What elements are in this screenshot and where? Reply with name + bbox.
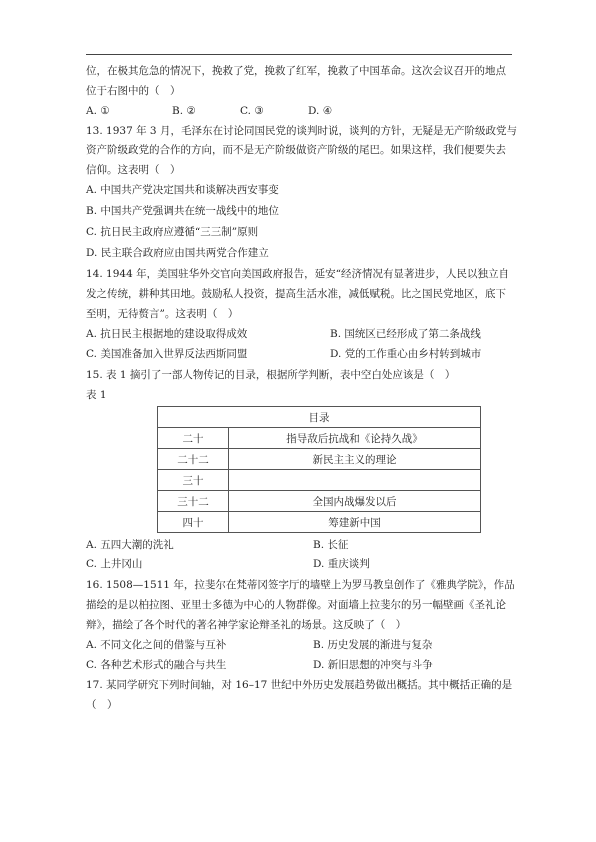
toc-chapter: 三十 bbox=[158, 470, 229, 491]
table-label: 表 1 bbox=[86, 389, 107, 401]
q13-stem-line-2: 资产阶级政党的合作的方向，而不是无产阶级做资产阶级的尾巴。如果这样，我们便要失去 bbox=[86, 144, 506, 156]
q15-option-b: B. 长征 bbox=[313, 539, 349, 551]
table-row bbox=[158, 491, 481, 512]
q15-option-c: C. 上井冈山 bbox=[86, 558, 143, 570]
q16-option-d: D. 新旧思想的冲突与斗争 bbox=[313, 659, 433, 671]
q16-stem-line-2: 描绘的是以柏拉图、亚里士多德为中心的人物群像。对面墙上拉斐尔的另一幅壁画《圣礼论 bbox=[86, 599, 506, 611]
q14-stem-line-1: 14. 1944 年，美国驻华外交官向美国政府报告，延安“经济情况有显著进步，人民以独立自 bbox=[86, 268, 509, 280]
table-row bbox=[158, 428, 481, 449]
q17-stem-line-2: （ ） bbox=[86, 699, 118, 711]
q12-stem-line-1: 位，在极其危急的情况下，挽救了党，挽救了红军，挽救了中国革命。这次会议召开的地点 bbox=[86, 65, 506, 77]
toc-title: 全国内战爆发以后 bbox=[229, 491, 481, 512]
toc-title-blank bbox=[229, 470, 481, 491]
toc-chapter: 四十 bbox=[158, 512, 229, 533]
q13-option-d: D. 民主联合政府应由国共两党合作建立 bbox=[86, 247, 269, 259]
q16-option-b: B. 历史发展的渐进与复杂 bbox=[313, 639, 433, 651]
toc-header-row bbox=[158, 407, 481, 428]
toc-header: 目录 bbox=[158, 407, 481, 428]
toc-chapter: 二十 bbox=[158, 428, 229, 449]
q13-option-b: B. 中国共产党强调共在统一战线中的地位 bbox=[86, 205, 279, 217]
table-row bbox=[158, 512, 481, 533]
q14-option-a: A. 抗日民主根据地的建设取得成效 bbox=[86, 328, 248, 340]
q13-stem-line-3: 信仰。这表明（ ） bbox=[86, 164, 181, 176]
q14-stem-line-3: 至明，无待赘言”。这表明（ ） bbox=[86, 308, 239, 320]
q12-option-a: A. ① bbox=[86, 105, 110, 117]
q15-stem: 15. 表 1 摘引了一部人物传记的目录，根据所学判断，表中空白处应该是（ ） bbox=[86, 369, 456, 381]
q12-option-b: B. ② bbox=[172, 105, 196, 117]
header-rule bbox=[86, 54, 512, 55]
q17-stem-line-1: 17. 某同学研究下列时间轴，对 16–17 世纪中外历史发展趋势做出概括。其中概括正确的是 bbox=[86, 679, 513, 691]
q14-option-b: B. 国统区已经形成了第二条战线 bbox=[330, 328, 481, 340]
q13-stem-line-1: 13. 1937 年 3 月，毛泽东在讨论同国民党的谈判时说，谈判的方针，无疑是无产阶级政党与 bbox=[86, 125, 517, 137]
q12-option-d: D. ④ bbox=[308, 105, 333, 117]
q16-stem-line-3: 辩》，描绘了各个时代的著名神学家论辩圣礼的场景。这反映了（ ） bbox=[86, 619, 407, 631]
q16-option-c: C. 各种艺术形式的融合与共生 bbox=[86, 659, 227, 671]
q13-option-c: C. 抗日民主政府应遵循“三三制”原则 bbox=[86, 226, 259, 238]
table-row bbox=[158, 449, 481, 470]
q16-option-a: A. 不同文化之间的借鉴与互补 bbox=[86, 639, 227, 651]
q14-option-d: D. 党的工作重心由乡村转到城市 bbox=[330, 348, 482, 360]
table-row bbox=[158, 470, 481, 491]
toc-title: 指导敌后抗战和《论持久战》 bbox=[229, 428, 481, 449]
toc-title: 筹建新中国 bbox=[229, 512, 481, 533]
q16-stem-line-1: 16. 1508—1511 年，拉斐尔在梵蒂冈签字厅的墙壁上为罗马教皇创作了《雅典学院》，作品 bbox=[86, 579, 515, 591]
q14-stem-line-2: 发之传统，耕种其田地。鼓励私人投资，提高生活水准，减低赋税。比之国民党地区，底下 bbox=[86, 288, 506, 300]
q12-stem-line-2: 位于右图中的（ ） bbox=[86, 85, 181, 97]
q13-option-a: A. 中国共产党决定国共和谈解决西安事变 bbox=[86, 184, 279, 196]
toc-table bbox=[157, 406, 481, 533]
q15-option-a: A. 五四大潮的洗礼 bbox=[86, 539, 174, 551]
q15-option-d: D. 重庆谈判 bbox=[313, 558, 370, 570]
q12-option-c: C. ③ bbox=[240, 105, 264, 117]
toc-chapter: 二十二 bbox=[158, 449, 229, 470]
q14-option-c: C. 美国准备加入世界反法西斯同盟 bbox=[86, 348, 248, 360]
toc-title: 新民主主义的理论 bbox=[229, 449, 481, 470]
toc-chapter: 三十二 bbox=[158, 491, 229, 512]
